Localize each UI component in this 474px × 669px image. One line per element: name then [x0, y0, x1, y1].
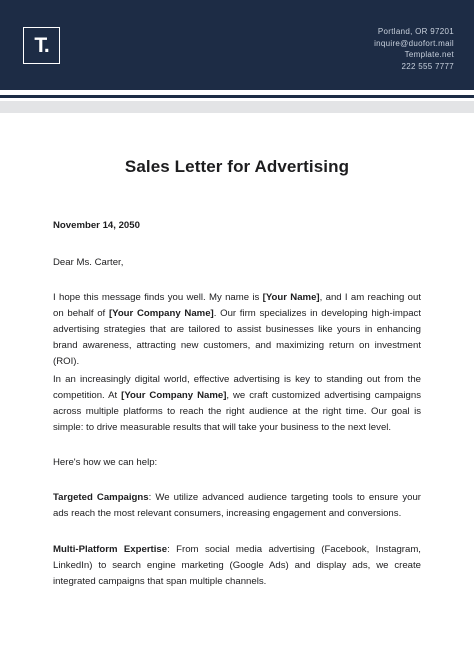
contact-phone: 222 555 7777 [401, 61, 454, 71]
placeholder-your-name: [Your Name] [262, 292, 320, 303]
placeholder-company-name-2: [Your Company Name] [121, 390, 227, 401]
targeted-campaigns-label: Targeted Campaigns [53, 492, 149, 503]
letter-salutation: Dear Ms. Carter, [53, 257, 124, 268]
contact-website: Template.net [404, 50, 454, 59]
paragraph-how-we-help: Here's how we can help: [53, 457, 158, 468]
contact-address: Portland, OR 97201 [377, 27, 454, 36]
placeholder-company-name: [Your Company Name] [108, 308, 214, 319]
paragraph-multi-platform: Multi-Platform Expertise: From social media advertising (Facebook, Instagram, LinkedIn) to search engine marketing (Google Ads) and display ads, we create integrated campaigns that span multiple channels. [53, 544, 421, 587]
letter-date: November 14, 2050 [53, 220, 140, 231]
company-logo [23, 27, 60, 64]
header-gray-band [0, 101, 474, 113]
multi-platform-label: Multi-Platform Expertise [53, 544, 168, 555]
paragraph-intro: I hope this message finds you well. My name is [Your Name], and I am reaching out on behalf of [Your Company Name]. Our firm specializes in developing high-impact advertising strategies that are tailored to assist businesses like yours in enhancing brand awareness, attracting new customers, and maximizing return on investment (ROI). [53, 292, 422, 367]
document-title: Sales Letter for Advertising [124, 157, 350, 176]
paragraph-targeted-campaigns: Targeted Campaigns: We utilize advanced audience targeting tools to ensure your ads reach the most relevant consumers, increasing engagement and conversions. [53, 492, 421, 519]
contact-info [374, 26, 454, 72]
paragraph-digital-world: In an increasingly digital world, effective advertising is key to standing out from the competition. At [Your Company Name], we craft customized advertising campaigns across multiple platforms to reach the right audience at the right time. Our goal is simple: to drive measurable results that will take your business to the next level. [53, 374, 421, 433]
logo-text: T. [34, 33, 49, 57]
contact-email: inquire@duofort.mail [374, 38, 454, 48]
letterhead-header [0, 0, 474, 90]
